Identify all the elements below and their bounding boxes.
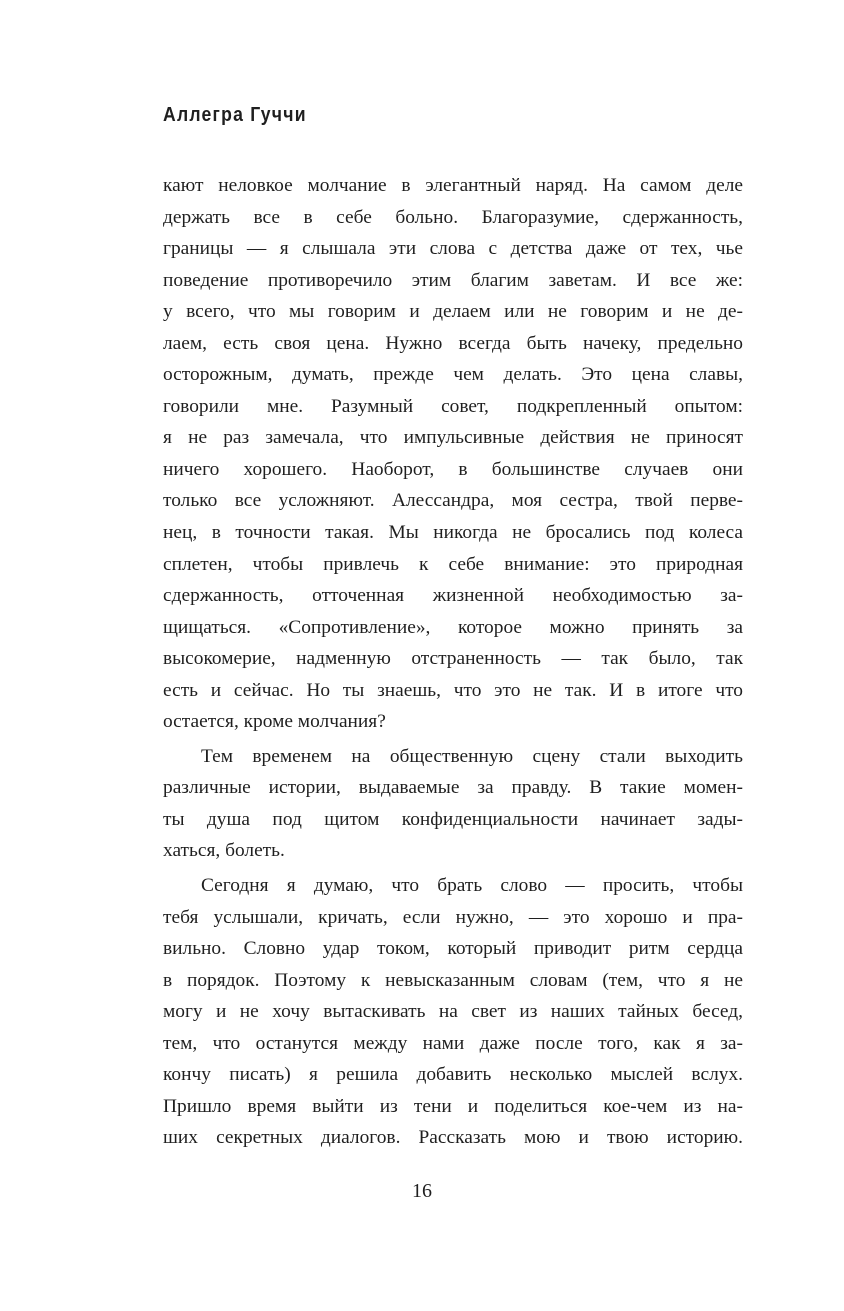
text-line: сплетен, чтобы привлечь к себе внимание: это природная	[163, 553, 743, 575]
text-line: границы — я слышала эти слова с детства даже от тех, чье	[163, 238, 743, 260]
paragraph	[163, 870, 743, 1154]
text-line: Пришло время выйти из тени и поделиться кое-чем из на-	[163, 1095, 743, 1117]
text-line: щищаться. «Сопротивление», которое можно принять за	[163, 616, 743, 638]
paragraph	[163, 170, 743, 738]
text-line: есть и сейчас. Но ты знаешь, что это не так. И в итоге что	[163, 679, 743, 701]
page-number: 16	[412, 1180, 432, 1202]
text-line: осторожным, думать, прежде чем делать. Это цена славы,	[163, 364, 743, 386]
body-text	[163, 170, 743, 1154]
text-line: хаться, болеть.	[163, 840, 285, 862]
text-line: могу и не хочу вытаскивать на свет из наших тайных бесед,	[163, 1001, 743, 1023]
text-line: я не раз замечала, что импульсивные действия не приносят	[163, 427, 743, 449]
text-line: кают неловкое молчание в элегантный наряд. На самом деле	[163, 175, 743, 196]
text-line: в порядок. Поэтому к невысказанным словам (тем, что я не	[163, 969, 743, 991]
text-line: поведение противоречило этим благим заветам. И все же:	[163, 269, 743, 291]
text-line: Сегодня я думаю, что брать слово — просить, чтобы	[201, 875, 743, 897]
text-line: кончу писать) я решила добавить несколько мыслей вслух.	[163, 1064, 743, 1086]
text-line: ших секретных диалогов. Рассказать мою и твою историю.	[163, 1127, 743, 1149]
text-line: лаем, есть своя цена. Нужно всегда быть начеку, предельно	[163, 332, 743, 354]
text-line: сдержанность, отточенная жизненной необходимостью за-	[163, 585, 743, 607]
text-line: остается, кроме молчания?	[163, 711, 386, 733]
running-head: Аллегра Гуччи	[163, 104, 307, 126]
text-line: ничего хорошего. Наоборот, в большинстве случаев они	[163, 458, 743, 480]
text-line: держать все в себе больно. Благоразумие, сдержанность,	[163, 206, 743, 228]
text-line: высокомерие, надменную отстраненность — так было, так	[163, 648, 743, 670]
text-line: говорили мне. Разумный совет, подкрепленный опытом:	[163, 395, 743, 417]
text-line: нец, в точности такая. Мы никогда не бросались под колеса	[163, 522, 743, 544]
text-line: различные истории, выдаваемые за правду. В такие момен-	[163, 777, 743, 799]
text-line: тем, что останутся между нами даже после того, как я за-	[163, 1032, 743, 1054]
paragraph	[163, 741, 743, 867]
text-line: тебя услышали, кричать, если нужно, — это хорошо и пра-	[163, 906, 743, 928]
text-line: только все усложняют. Алессандра, моя сестра, твой перве-	[163, 490, 743, 512]
text-line: вильно. Словно удар током, который приводит ритм сердца	[163, 938, 743, 960]
text-line: Тем временем на общественную сцену стали выходить	[201, 745, 743, 767]
text-line: ты душа под щитом конфиденциальности начинает зады-	[163, 808, 743, 830]
text-line: у всего, что мы говорим и делаем или не говорим и не де-	[163, 301, 743, 323]
